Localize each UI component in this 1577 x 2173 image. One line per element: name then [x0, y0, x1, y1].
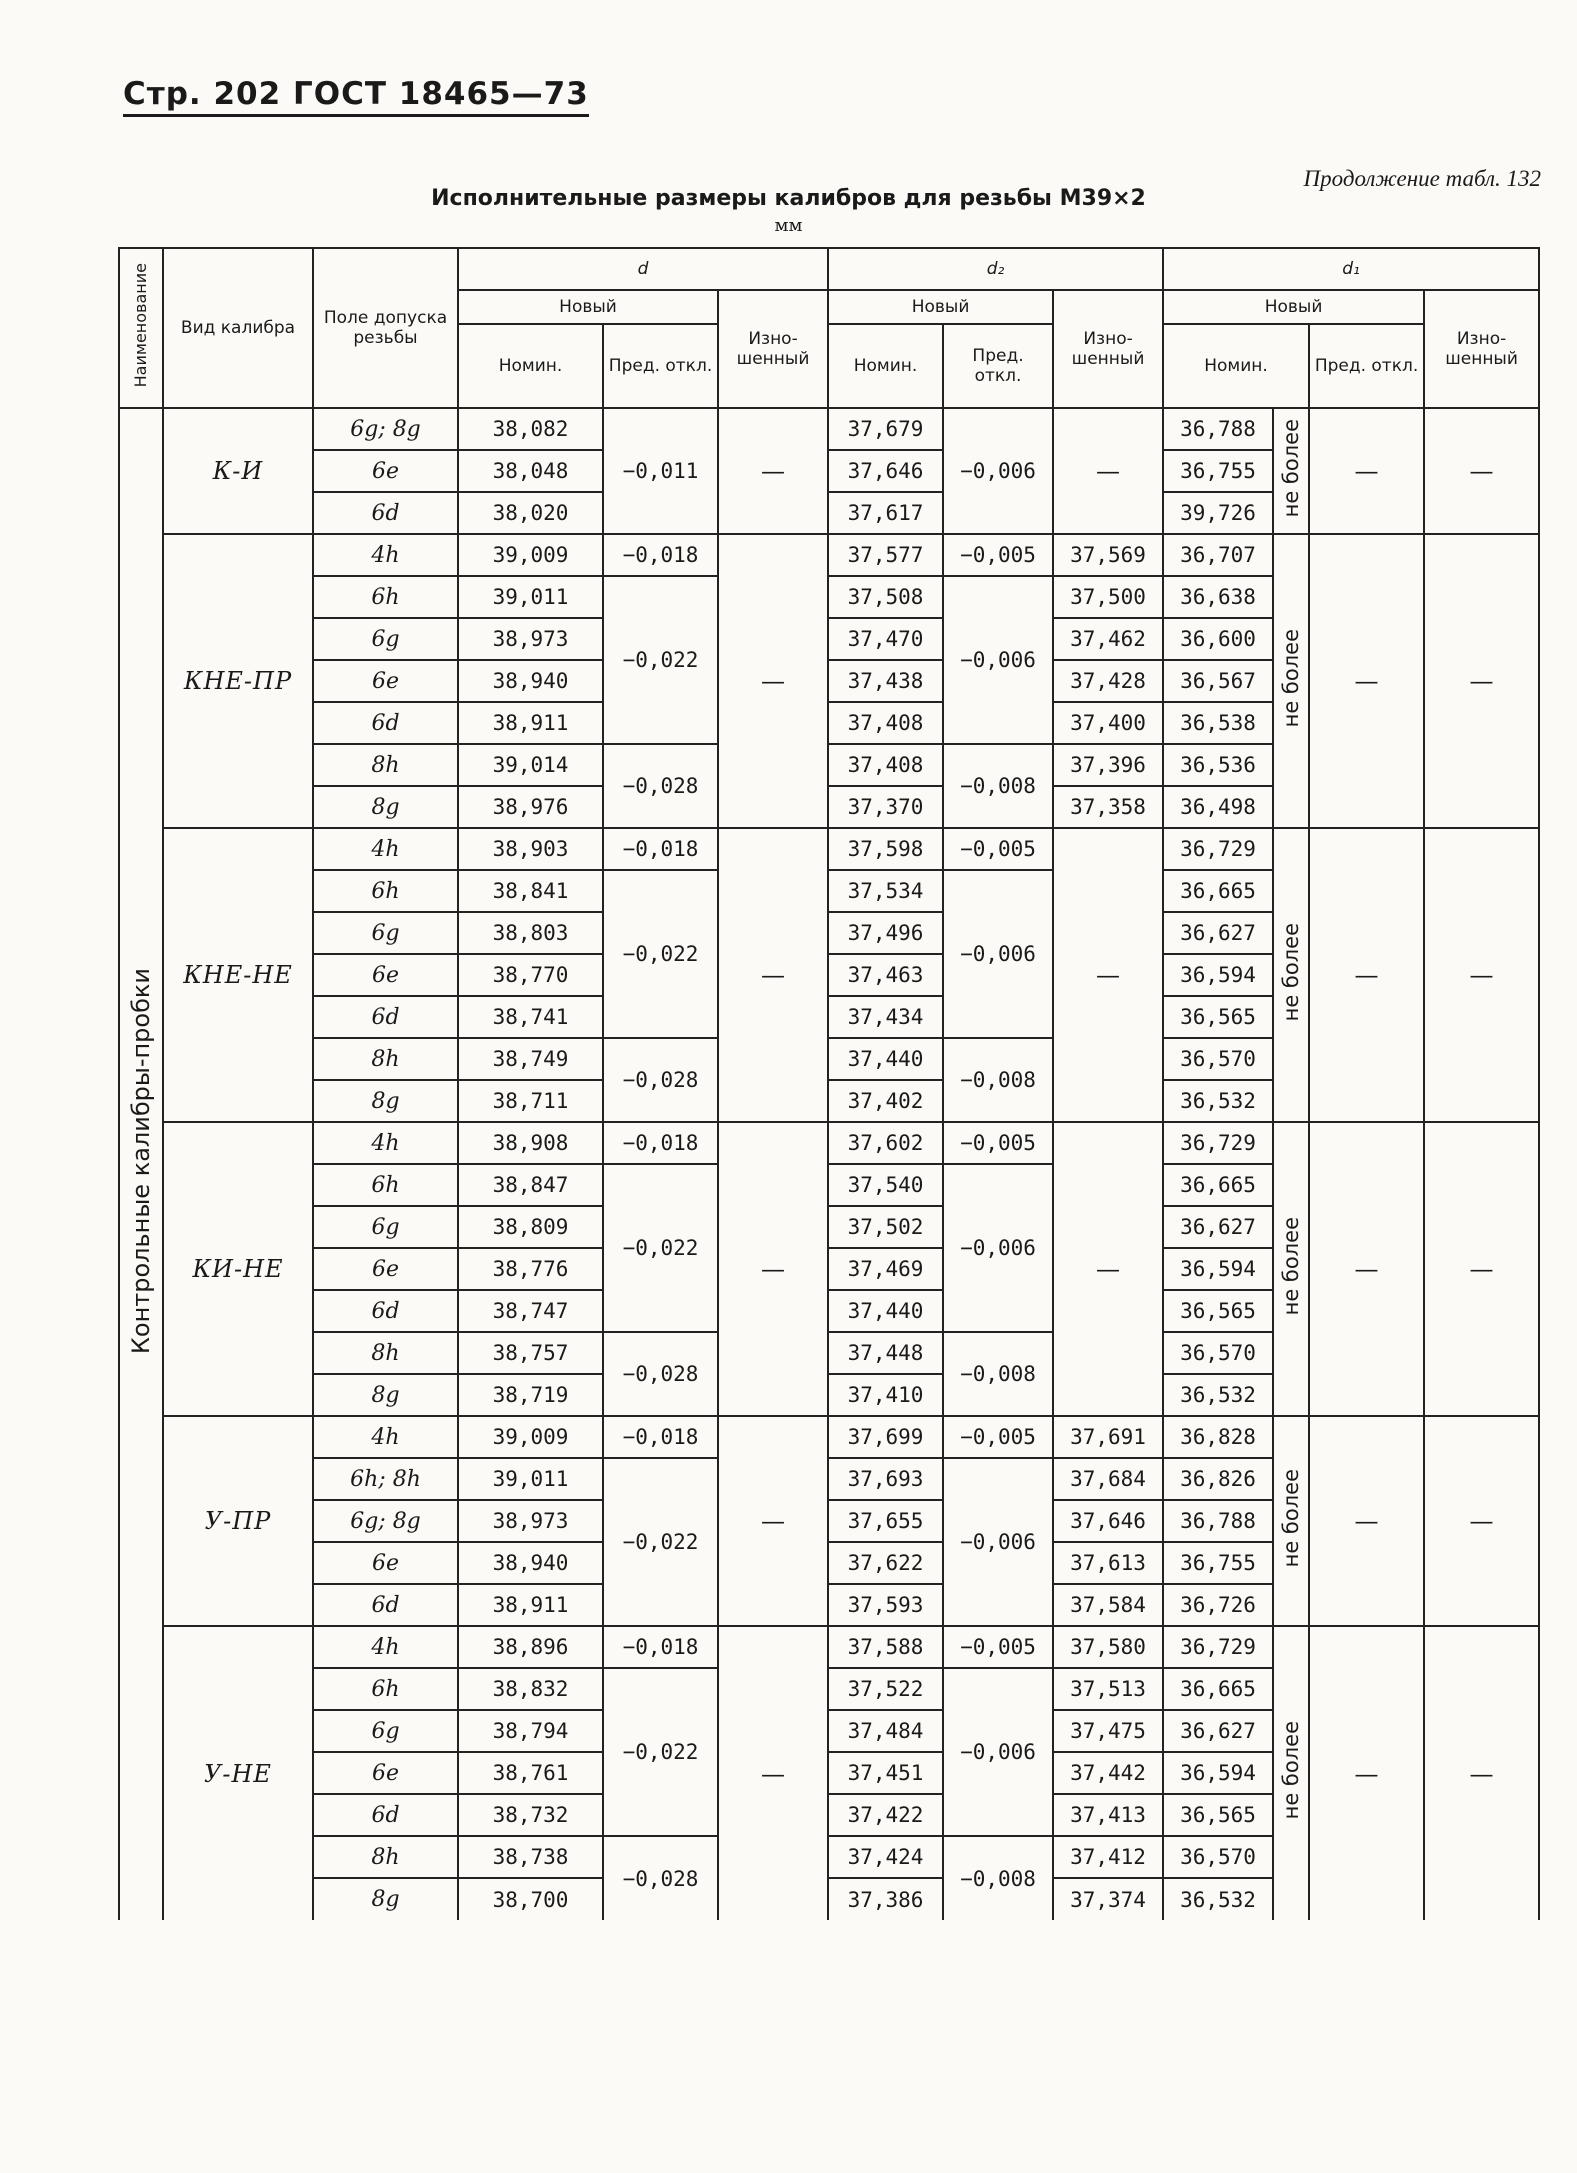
d1-nominal: 36,826 — [1163, 1458, 1273, 1500]
d-nominal: 38,747 — [458, 1290, 603, 1332]
tolerance-field: 6g; 8g — [313, 408, 458, 450]
d1-nominal: 36,600 — [1163, 618, 1273, 660]
d2-nominal: 37,424 — [828, 1836, 943, 1878]
d-deviation: −0,022 — [603, 870, 718, 1038]
d2-worn: 37,413 — [1053, 1794, 1163, 1836]
d1-deviation: — — [1309, 1626, 1424, 1920]
tolerance-field: 8h — [313, 744, 458, 786]
d1-nominal: 36,707 — [1163, 534, 1273, 576]
d-nominal: 38,719 — [458, 1374, 603, 1416]
d-nominal: 38,903 — [458, 828, 603, 870]
d2-deviation: −0,008 — [943, 744, 1053, 828]
d2-nominal: 37,434 — [828, 996, 943, 1038]
d-nominal: 38,973 — [458, 618, 603, 660]
not-more-label — [1273, 408, 1309, 534]
d1-worn: — — [1424, 828, 1539, 1122]
header-d-novyi: Новый — [458, 290, 718, 324]
not-more-text: не более — [1279, 628, 1304, 728]
d2-nominal: 37,679 — [828, 408, 943, 450]
d-nominal: 38,976 — [458, 786, 603, 828]
gauge-type-name: КНЕ-НЕ — [163, 828, 313, 1122]
d2-nominal: 37,408 — [828, 744, 943, 786]
tolerance-field: 8g — [313, 1878, 458, 1920]
tolerance-field: 4h — [313, 1416, 458, 1458]
header-vid-kalibra: Вид калибра — [163, 248, 313, 408]
d2-nominal: 37,646 — [828, 450, 943, 492]
tolerance-field: 8g — [313, 786, 458, 828]
tolerance-field: 6g — [313, 1710, 458, 1752]
d2-nominal: 37,438 — [828, 660, 943, 702]
d1-nominal: 36,665 — [1163, 870, 1273, 912]
d1-nominal: 39,726 — [1163, 492, 1273, 534]
d1-nominal: 36,755 — [1163, 450, 1273, 492]
d2-worn: 37,500 — [1053, 576, 1163, 618]
d1-nominal: 36,532 — [1163, 1878, 1273, 1920]
header-d-nomin: Номин. — [458, 324, 603, 408]
side-label — [119, 408, 163, 1920]
d2-nominal: 37,408 — [828, 702, 943, 744]
header-naimenovanie: Наименование — [119, 248, 163, 408]
d2-nominal: 37,422 — [828, 1794, 943, 1836]
d1-deviation: — — [1309, 828, 1424, 1122]
d1-worn: — — [1424, 1626, 1539, 1920]
header-d-pred: Пред. откл. — [603, 324, 718, 408]
tolerance-field: 6d — [313, 1794, 458, 1836]
d-deviation: −0,028 — [603, 1836, 718, 1920]
d-nominal: 38,732 — [458, 1794, 603, 1836]
d1-worn: — — [1424, 534, 1539, 828]
d-nominal: 38,940 — [458, 660, 603, 702]
not-more-label — [1273, 534, 1309, 828]
header-d2-iznosh: Изно-шенный — [1053, 290, 1163, 408]
d2-nominal: 37,602 — [828, 1122, 943, 1164]
d1-nominal: 36,536 — [1163, 744, 1273, 786]
tolerance-field: 6h — [313, 870, 458, 912]
d1-nominal: 36,627 — [1163, 1206, 1273, 1248]
table-title: Исполнительные размеры калибров для резьбы М39×2 — [431, 186, 1146, 211]
d2-worn: — — [1053, 828, 1163, 1122]
header-d1-novyi: Новый — [1163, 290, 1424, 324]
d2-nominal: 37,470 — [828, 618, 943, 660]
d2-nominal: 37,593 — [828, 1584, 943, 1626]
d2-nominal: 37,448 — [828, 1332, 943, 1374]
d2-worn: — — [1053, 408, 1163, 534]
d2-nominal: 37,463 — [828, 954, 943, 996]
header-d-iznosh: Изно-шенный — [718, 290, 828, 408]
tolerance-field: 6e — [313, 1542, 458, 1584]
d-nominal: 38,761 — [458, 1752, 603, 1794]
d-worn: — — [718, 1122, 828, 1416]
d-nominal: 38,794 — [458, 1710, 603, 1752]
d-nominal: 38,020 — [458, 492, 603, 534]
d1-nominal: 36,570 — [1163, 1332, 1273, 1374]
tolerance-field: 6g — [313, 618, 458, 660]
gauge-type-name: К-И — [163, 408, 313, 534]
d2-nominal: 37,655 — [828, 1500, 943, 1542]
gauge-dimensions-table — [118, 247, 1540, 1920]
d2-deviation: −0,006 — [943, 576, 1053, 744]
d-deviation: −0,018 — [603, 828, 718, 870]
d2-nominal: 37,508 — [828, 576, 943, 618]
d-nominal: 38,841 — [458, 870, 603, 912]
tolerance-field: 6d — [313, 492, 458, 534]
header-d1: d₁ — [1163, 248, 1539, 290]
d2-deviation: −0,005 — [943, 1626, 1053, 1668]
d1-nominal: 36,627 — [1163, 1710, 1273, 1752]
d2-nominal: 37,617 — [828, 492, 943, 534]
header-d1-iznosh: Изно-шенный — [1424, 290, 1539, 408]
tolerance-field: 6e — [313, 660, 458, 702]
d1-nominal: 36,788 — [1163, 408, 1273, 450]
d2-nominal: 37,598 — [828, 828, 943, 870]
d1-nominal: 36,594 — [1163, 954, 1273, 996]
d1-nominal: 36,755 — [1163, 1542, 1273, 1584]
d1-nominal: 36,788 — [1163, 1500, 1273, 1542]
d-nominal: 38,711 — [458, 1080, 603, 1122]
d1-nominal: 36,594 — [1163, 1248, 1273, 1290]
d-worn: — — [718, 1416, 828, 1626]
d2-worn: 37,428 — [1053, 660, 1163, 702]
d-deviation: −0,018 — [603, 534, 718, 576]
d2-worn: 37,442 — [1053, 1752, 1163, 1794]
d1-nominal: 36,565 — [1163, 996, 1273, 1038]
d1-nominal: 36,565 — [1163, 1290, 1273, 1332]
d1-nominal: 36,567 — [1163, 660, 1273, 702]
d-nominal: 39,014 — [458, 744, 603, 786]
tolerance-field: 8g — [313, 1080, 458, 1122]
d2-deviation: −0,005 — [943, 1122, 1053, 1164]
d-nominal: 38,082 — [458, 408, 603, 450]
table-row — [119, 1122, 1539, 1164]
d2-nominal: 37,522 — [828, 1668, 943, 1710]
d1-deviation: — — [1309, 1122, 1424, 1416]
d1-nominal: 36,570 — [1163, 1038, 1273, 1080]
d1-nominal: 36,729 — [1163, 828, 1273, 870]
d-nominal: 38,908 — [458, 1122, 603, 1164]
tolerance-field: 6d — [313, 702, 458, 744]
d2-nominal: 37,534 — [828, 870, 943, 912]
d-nominal: 38,911 — [458, 1584, 603, 1626]
d1-nominal: 36,532 — [1163, 1374, 1273, 1416]
d-deviation: −0,018 — [603, 1416, 718, 1458]
d2-nominal: 37,484 — [828, 1710, 943, 1752]
d2-deviation: −0,008 — [943, 1038, 1053, 1122]
d2-worn: 37,400 — [1053, 702, 1163, 744]
not-more-label — [1273, 828, 1309, 1122]
table-caption — [0, 186, 1577, 236]
d-nominal: 39,009 — [458, 534, 603, 576]
d-nominal: 38,896 — [458, 1626, 603, 1668]
d1-nominal: 36,729 — [1163, 1626, 1273, 1668]
header-d2-pred: Пред. откл. — [943, 324, 1053, 408]
d-deviation: −0,022 — [603, 1458, 718, 1626]
d2-worn: 37,412 — [1053, 1836, 1163, 1878]
d1-nominal: 36,726 — [1163, 1584, 1273, 1626]
tolerance-field: 6e — [313, 1248, 458, 1290]
d2-nominal: 37,402 — [828, 1080, 943, 1122]
d-deviation: −0,022 — [603, 1164, 718, 1332]
d2-deviation: −0,006 — [943, 408, 1053, 534]
d-nominal: 38,911 — [458, 702, 603, 744]
d2-worn: 37,396 — [1053, 744, 1163, 786]
d-nominal: 38,847 — [458, 1164, 603, 1206]
d1-nominal: 36,532 — [1163, 1080, 1273, 1122]
d1-nominal: 36,627 — [1163, 912, 1273, 954]
d2-nominal: 37,502 — [828, 1206, 943, 1248]
not-more-text: не более — [1279, 1216, 1304, 1316]
d-deviation: −0,022 — [603, 576, 718, 744]
header-d2-novyi: Новый — [828, 290, 1053, 324]
table-unit: мм — [774, 215, 803, 236]
tolerance-field: 6e — [313, 954, 458, 996]
d2-nominal: 37,386 — [828, 1878, 943, 1920]
tolerance-field: 8h — [313, 1038, 458, 1080]
d-worn: — — [718, 1626, 828, 1920]
d1-worn: — — [1424, 1122, 1539, 1416]
gauge-type-name: У-НЕ — [163, 1626, 313, 1920]
d-nominal: 38,048 — [458, 450, 603, 492]
tolerance-field: 8h — [313, 1836, 458, 1878]
header-d2-nomin: Номин. — [828, 324, 943, 408]
d1-nominal: 36,638 — [1163, 576, 1273, 618]
d-nominal: 38,757 — [458, 1332, 603, 1374]
table-row — [119, 828, 1539, 870]
tolerance-field: 6h; 8h — [313, 1458, 458, 1500]
d2-nominal: 37,469 — [828, 1248, 943, 1290]
d-nominal: 38,749 — [458, 1038, 603, 1080]
tolerance-field: 6g; 8g — [313, 1500, 458, 1542]
header-d2: d₂ — [828, 248, 1163, 290]
tolerance-field: 6e — [313, 450, 458, 492]
tolerance-field: 6h — [313, 576, 458, 618]
d2-nominal: 37,699 — [828, 1416, 943, 1458]
d1-deviation: — — [1309, 1416, 1424, 1626]
d2-worn: 37,358 — [1053, 786, 1163, 828]
tolerance-field: 4h — [313, 828, 458, 870]
tolerance-field: 6d — [313, 1290, 458, 1332]
not-more-text: не более — [1279, 1721, 1304, 1820]
tolerance-field: 6d — [313, 1584, 458, 1626]
d1-deviation: — — [1309, 534, 1424, 828]
table-row — [119, 1416, 1539, 1458]
d-deviation: −0,028 — [603, 744, 718, 828]
d-nominal: 38,832 — [458, 1668, 603, 1710]
tolerance-field: 4h — [313, 1122, 458, 1164]
not-more-label — [1273, 1416, 1309, 1626]
d1-nominal: 36,570 — [1163, 1836, 1273, 1878]
d2-worn: 37,569 — [1053, 534, 1163, 576]
d-nominal: 39,009 — [458, 1416, 603, 1458]
gauge-type-name: КИ-НЕ — [163, 1122, 313, 1416]
table-row — [119, 534, 1539, 576]
header-pole-dopuska: Поле допуска резьбы — [313, 248, 458, 408]
d2-worn: 37,475 — [1053, 1710, 1163, 1752]
d-nominal: 38,770 — [458, 954, 603, 996]
d2-deviation: −0,006 — [943, 1164, 1053, 1332]
d2-worn: 37,691 — [1053, 1416, 1163, 1458]
d1-nominal: 36,665 — [1163, 1164, 1273, 1206]
tolerance-field: 4h — [313, 1626, 458, 1668]
d-deviation: −0,018 — [603, 1122, 718, 1164]
not-more-label — [1273, 1626, 1309, 1920]
d-nominal: 38,700 — [458, 1878, 603, 1920]
d2-nominal: 37,451 — [828, 1752, 943, 1794]
d1-nominal: 36,729 — [1163, 1122, 1273, 1164]
not-more-text: не более — [1279, 922, 1304, 1022]
d2-worn: 37,646 — [1053, 1500, 1163, 1542]
d1-nominal: 36,665 — [1163, 1668, 1273, 1710]
d-deviation: −0,022 — [603, 1668, 718, 1836]
gauge-type-name: КНЕ-ПР — [163, 534, 313, 828]
d2-deviation: −0,006 — [943, 1458, 1053, 1626]
tolerance-field: 6g — [313, 912, 458, 954]
d2-worn: 37,513 — [1053, 1668, 1163, 1710]
d2-deviation: −0,005 — [943, 534, 1053, 576]
d1-nominal: 36,498 — [1163, 786, 1273, 828]
side-label-text: Контрольные калибры-пробки — [127, 968, 155, 1355]
tolerance-field: 6h — [313, 1668, 458, 1710]
table-row — [119, 408, 1539, 450]
d1-nominal: 36,538 — [1163, 702, 1273, 744]
d2-worn: 37,580 — [1053, 1626, 1163, 1668]
not-more-text: не более — [1279, 418, 1304, 518]
d2-deviation: −0,005 — [943, 1416, 1053, 1458]
d-worn: — — [718, 828, 828, 1122]
d2-worn: 37,374 — [1053, 1878, 1163, 1920]
d2-deviation: −0,006 — [943, 870, 1053, 1038]
d1-nominal: 36,594 — [1163, 1752, 1273, 1794]
d2-worn: 37,462 — [1053, 618, 1163, 660]
d-deviation: −0,028 — [603, 1332, 718, 1416]
d1-deviation: — — [1309, 408, 1424, 534]
d-nominal: 38,741 — [458, 996, 603, 1038]
tolerance-field: 6e — [313, 1752, 458, 1794]
table-row — [119, 1626, 1539, 1668]
d-nominal: 39,011 — [458, 576, 603, 618]
header-d: d — [458, 248, 828, 290]
d-deviation: −0,011 — [603, 408, 718, 534]
d2-nominal: 37,440 — [828, 1290, 943, 1332]
d-nominal: 38,738 — [458, 1836, 603, 1878]
d2-nominal: 37,588 — [828, 1626, 943, 1668]
d2-nominal: 37,410 — [828, 1374, 943, 1416]
d-worn: — — [718, 534, 828, 828]
tolerance-field: 6d — [313, 996, 458, 1038]
d2-nominal: 37,540 — [828, 1164, 943, 1206]
d2-nominal: 37,370 — [828, 786, 943, 828]
d-worn: — — [718, 408, 828, 534]
d1-nominal: 36,565 — [1163, 1794, 1273, 1836]
tolerance-field: 8h — [313, 1332, 458, 1374]
d2-worn: 37,613 — [1053, 1542, 1163, 1584]
tolerance-field: 8g — [313, 1374, 458, 1416]
d-nominal: 38,776 — [458, 1248, 603, 1290]
not-more-label — [1273, 1122, 1309, 1416]
tolerance-field: 6h — [313, 1164, 458, 1206]
tolerance-field: 4h — [313, 534, 458, 576]
d-nominal: 38,809 — [458, 1206, 603, 1248]
d2-nominal: 37,622 — [828, 1542, 943, 1584]
d1-worn: — — [1424, 1416, 1539, 1626]
d-deviation: −0,028 — [603, 1038, 718, 1122]
d2-worn: — — [1053, 1122, 1163, 1416]
d2-deviation: −0,008 — [943, 1332, 1053, 1416]
d2-nominal: 37,440 — [828, 1038, 943, 1080]
d2-worn: 37,584 — [1053, 1584, 1163, 1626]
d2-deviation: −0,008 — [943, 1836, 1053, 1920]
d-nominal: 38,973 — [458, 1500, 603, 1542]
header-d1-pred: Пред. откл. — [1309, 324, 1424, 408]
header-d1-nomin: Номин. — [1163, 324, 1309, 408]
d-nominal: 39,011 — [458, 1458, 603, 1500]
d2-worn: 37,684 — [1053, 1458, 1163, 1500]
page-header: Стр. 202 ГОСТ 18465—73 — [123, 76, 589, 117]
d-deviation: −0,018 — [603, 1626, 718, 1668]
d1-nominal: 36,828 — [1163, 1416, 1273, 1458]
tolerance-field: 6g — [313, 1206, 458, 1248]
table-continuation-label: Продолжение табл. 132 — [1303, 166, 1541, 191]
d-nominal: 38,940 — [458, 1542, 603, 1584]
d2-nominal: 37,577 — [828, 534, 943, 576]
d2-nominal: 37,496 — [828, 912, 943, 954]
not-more-text: не более — [1279, 1468, 1304, 1568]
d1-worn: — — [1424, 408, 1539, 534]
d2-deviation: −0,006 — [943, 1668, 1053, 1836]
gauge-type-name: У-ПР — [163, 1416, 313, 1626]
d-nominal: 38,803 — [458, 912, 603, 954]
d2-deviation: −0,005 — [943, 828, 1053, 870]
d2-nominal: 37,693 — [828, 1458, 943, 1500]
